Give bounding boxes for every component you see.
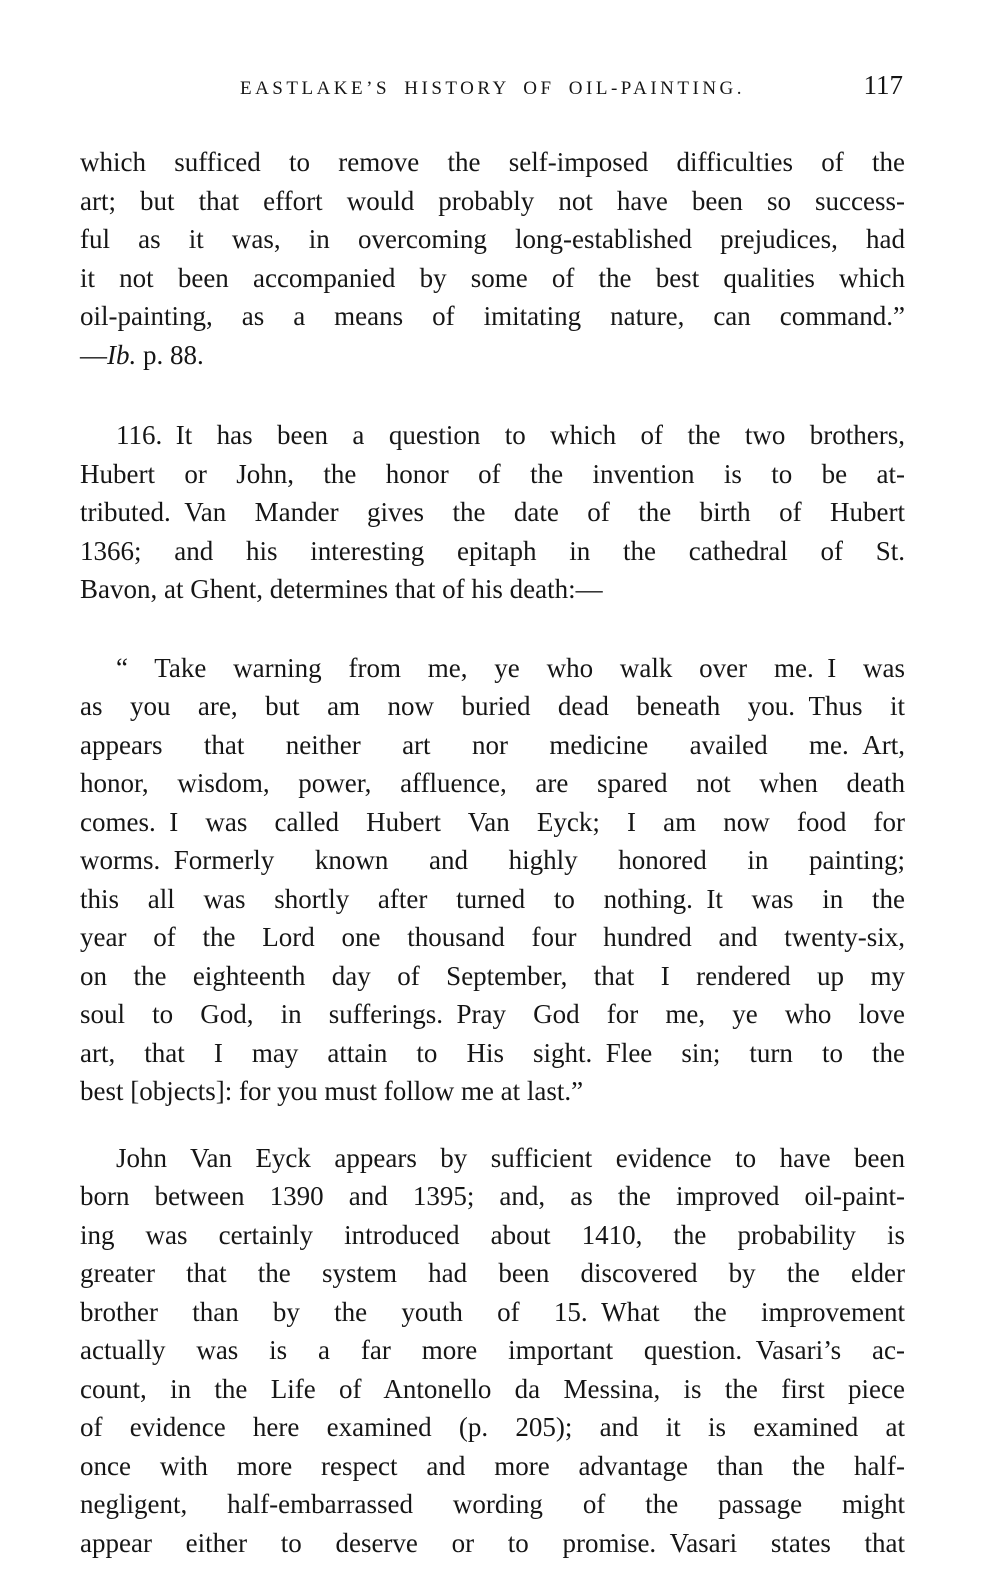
text-run: appears that neither art nor medicine availed me. Art,	[80, 729, 905, 760]
text-line	[80, 570, 905, 609]
text-line	[80, 1485, 905, 1524]
text-run: —	[80, 339, 107, 370]
text-run: once with more respect and more advantage than the half-	[80, 1450, 905, 1481]
italic-text-run: Ib.	[107, 339, 137, 370]
text-run: which sufficed to remove the self-imposed difficulties of the	[80, 147, 905, 177]
text-run: John Van Eyck appears by sufficient evidence to have been	[116, 1142, 905, 1173]
text-run: Bavon, at Ghent, determines that of his death:—	[80, 574, 603, 604]
text-run: ing was certainly introduced about 1410, the probability is	[80, 1219, 905, 1250]
text-line	[80, 220, 905, 259]
text-line	[80, 1216, 905, 1255]
text-line	[80, 259, 905, 298]
text-line	[80, 880, 905, 919]
page-header	[80, 70, 905, 103]
text-run: comes. I was called Hubert Van Eyck; I am now food for	[80, 806, 905, 837]
text-line	[80, 1524, 905, 1563]
text-run: art, that I may attain to His sight. Flee sin; turn to the	[80, 1037, 905, 1068]
text-run: 1366; and his interesting epitaph in the cathedral of St.	[80, 535, 905, 566]
para-quote-continuation	[80, 143, 905, 374]
text-line	[80, 764, 905, 803]
text-run: of evidence here examined (p. 205); and it is examined at	[80, 1412, 905, 1442]
text-line	[80, 957, 905, 996]
text-line	[80, 1331, 905, 1370]
text-run: this all was shortly after turned to nothing. It was in the	[80, 883, 905, 914]
text-run: actually was is a far more important question. Vasari’s ac-	[80, 1335, 905, 1365]
text-line	[80, 336, 905, 375]
text-run: art; but that effort would probably not have been so success-	[80, 185, 905, 216]
text-run: year of the Lord one thousand four hundred and twenty-six,	[80, 922, 905, 952]
text-run: best [objects]: for you must follow me at last.”	[80, 1076, 584, 1106]
text-line	[80, 493, 905, 532]
text-line	[80, 143, 905, 182]
text-line	[80, 687, 905, 726]
text-line	[80, 455, 905, 494]
text-line	[80, 1177, 905, 1216]
body-text	[80, 143, 905, 1562]
text-line	[80, 1034, 905, 1073]
running-head: EASTLAKE’S HISTORY OF OIL-PAINTING.	[239, 78, 746, 99]
text-run: brother than by the youth of 15. What the improvement	[80, 1296, 905, 1327]
text-line	[80, 918, 905, 957]
para-epitaph	[80, 649, 905, 1111]
text-run: tributed. Van Mander gives the date of the birth of Hubert	[80, 497, 905, 527]
text-run: soul to God, in sufferings. Pray God for me, ye who love	[80, 999, 905, 1029]
text-line	[80, 1293, 905, 1332]
text-run: Hubert or John, the honor of the invention is to be at-	[80, 458, 905, 489]
para-section-116	[80, 416, 905, 609]
text-line	[80, 1447, 905, 1486]
text-run: negligent, half-embarrassed wording of the passage might	[80, 1489, 905, 1519]
text-line	[80, 1408, 905, 1447]
text-line	[80, 1139, 905, 1178]
text-line	[80, 726, 905, 765]
text-run: it not been accompanied by some of the best qualities which	[80, 262, 905, 293]
text-run: count, in the Life of Antonello da Messina, is the first piece	[80, 1373, 905, 1404]
text-run: worms. Formerly known and highly honored in painting;	[80, 845, 905, 875]
text-run: as you are, but am now buried dead beneath you. Thus it	[80, 691, 905, 721]
text-line	[80, 182, 905, 221]
text-run: greater that the system had been discovered by the elder	[80, 1258, 905, 1288]
text-run: born between 1390 and 1395; and, as the improved oil-paint-	[80, 1181, 905, 1211]
text-line	[80, 1370, 905, 1409]
text-run: p. 88.	[136, 339, 204, 370]
text-run: on the eighteenth day of September, that I rendered up my	[80, 960, 905, 991]
page-number: 117	[863, 70, 903, 100]
text-line	[80, 416, 905, 455]
text-line	[80, 532, 905, 571]
text-line	[80, 841, 905, 880]
text-run: ful as it was, in overcoming long-established prejudices, had	[80, 224, 905, 254]
text-line	[80, 1072, 905, 1111]
text-run: oil-painting, as a means of imitating nature, can command.”	[80, 301, 905, 331]
text-run: “ Take warning from me, ye who walk over me. I was	[116, 652, 905, 683]
para-john-van-eyck	[80, 1139, 905, 1563]
text-line	[80, 803, 905, 842]
text-run: 116. It has been a question to which of the two brothers,	[116, 420, 905, 450]
text-run: appear either to deserve or to promise. Vasari states that	[80, 1527, 905, 1558]
text-line	[80, 297, 905, 336]
text-run: honor, wisdom, power, affluence, are spared not when death	[80, 768, 905, 798]
text-line	[80, 1254, 905, 1293]
text-line	[80, 649, 905, 688]
text-line	[80, 995, 905, 1034]
